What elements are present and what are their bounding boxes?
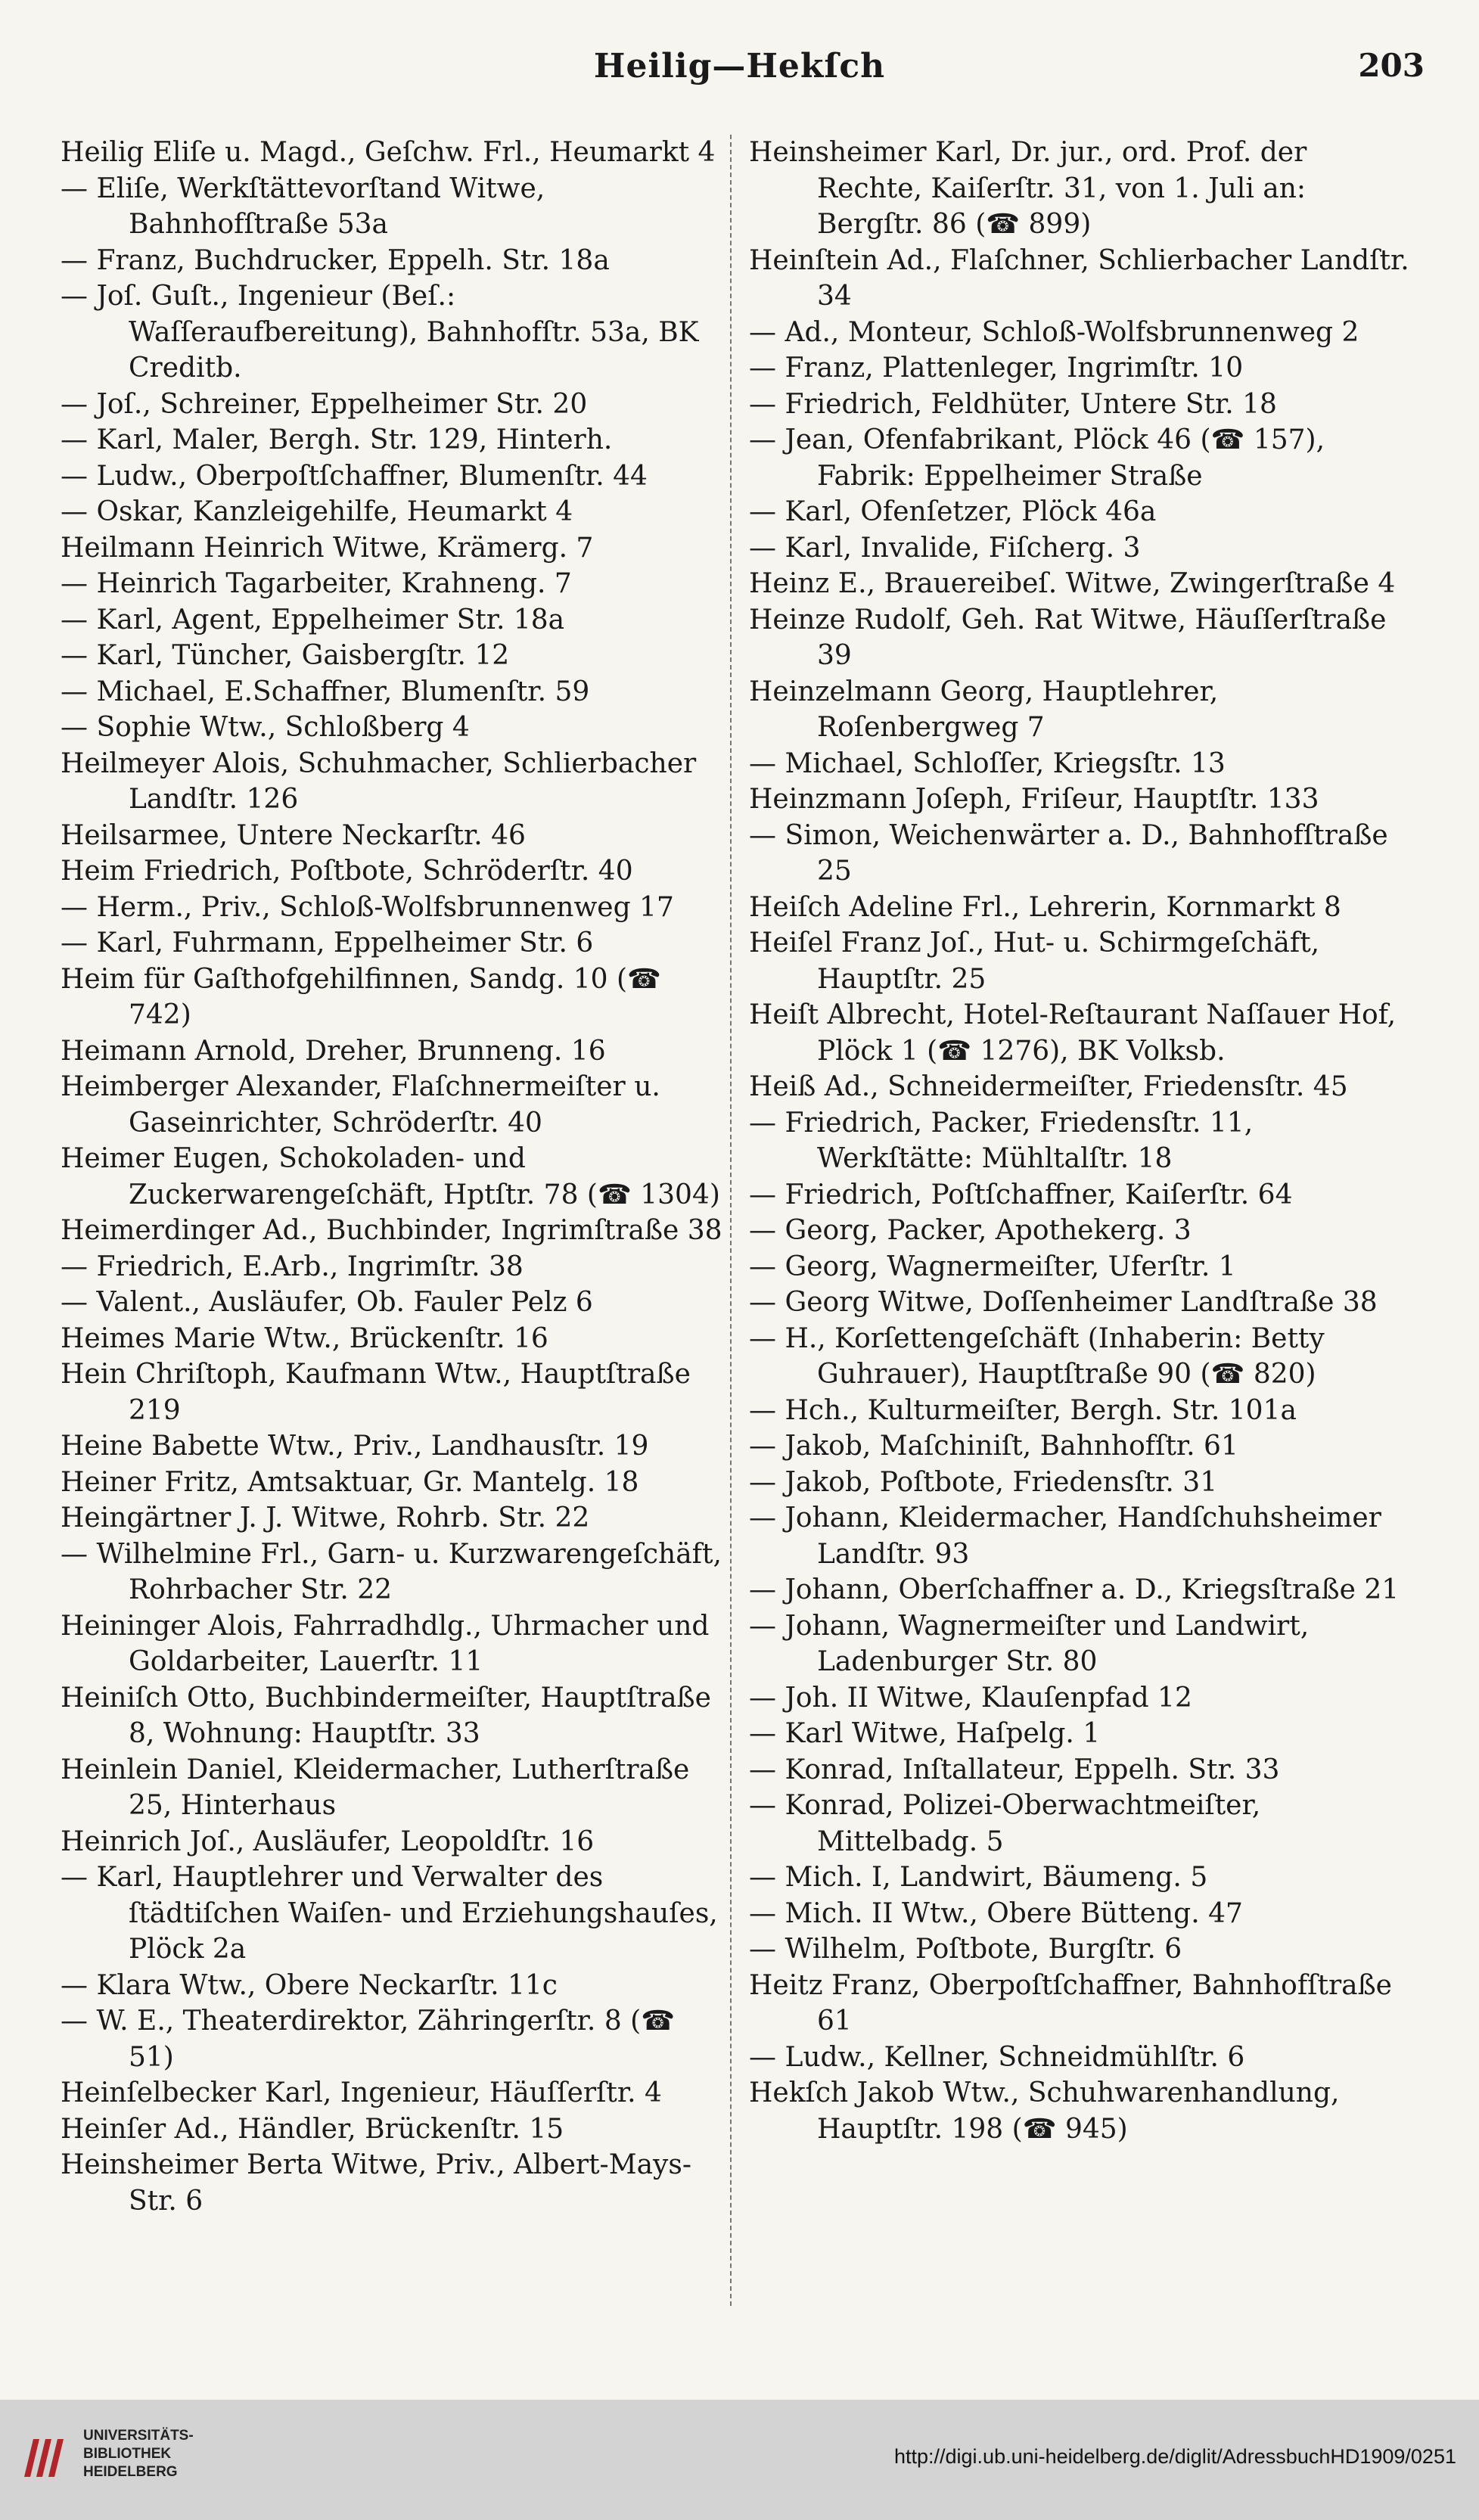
directory-entry: Heine Babette Wtw., Priv., Landhausſtr. 19 [61,1431,649,1462]
running-title: Heilig—Hekſch [593,47,886,85]
directory-entry: Heilsarmee, Untere Neckarſtr. 46 [61,819,526,851]
directory-entry: — Hch., Kulturmeiſter, Bergh. Str. 101a [749,1394,1297,1426]
directory-entry: Heinſtein Ad., Flaſchner, Schlierbacher Landſtr. 34 [749,244,1409,312]
directory-entry: — Karl, Ofenſetzer, Plöck 46a [749,496,1157,527]
directory-entry: — Joh. II Witwe, Klauſenpfad 12 [749,1682,1192,1714]
directory-entry: Heiner Fritz, Amtsaktuar, Gr. Mantelg. 18 [61,1466,639,1498]
directory-entry: Hein Chriſtoph, Kaufmann Wtw., Hauptſtraße 219 [61,1359,691,1426]
directory-entry: — Ad., Monteur, Schloß-Wolfsbrunnenweg 2 [749,316,1359,348]
directory-entry: — Konrad, Polizei-Oberwachtmeiſter, Mittelbadg. 5 [749,1790,1261,1857]
directory-entry: — Friedrich, Feldhüter, Untere Str. 18 [749,388,1277,420]
directory-entry: — Jakob, Maſchiniſt, Bahnhofſtr. 61 [749,1431,1238,1462]
university-library-logo-icon [17,2431,70,2484]
directory-entry: Heinzelmann Georg, Hauptlehrer, Roſenbergweg 7 [749,676,1219,743]
directory-entry: Heinzmann Joſeph, Friſeur, Hauptſtr. 133 [749,784,1319,815]
directory-entry: — Herm., Priv., Schloß-Wolfsbrunnenweg 17 [61,891,674,923]
directory-entry: Heiſt Albrecht, Hotel-Reſtaurant Naſſauer Hof, Plöck 1 (☎ 1276), BK Volksb. [749,999,1397,1067]
directory-entry: Heiſel Franz Joſ., Hut- u. Schirmgeſchäft, Hauptſtr. 25 [749,928,1320,995]
right-column [749,135,1415,2147]
directory-entry: — Jean, Ofenfabrikant, Plöck 46 (☎ 157), Fabrik: Eppelheimer Straße [749,424,1325,492]
directory-entry: Heim für Gaſthofgehilfinnen, Sandg. 10 (☎ 742) [61,963,661,1030]
page-header [0,47,1479,100]
institution-line: UNIVERSITÄTS- [83,2428,194,2444]
institution-name [83,2427,194,2481]
directory-entry: Heininger Alois, Fahrradhdlg., Uhrmacher und Goldarbeiter, Lauerſtr. 11 [61,1610,710,1677]
left-column [61,135,726,2219]
directory-entry: Heinſelbecker Karl, Ingenieur, Häuſſerſtr. 4 [61,2077,662,2108]
directory-entry: — Georg Witwe, Doſſenheimer Landſtraße 38 [749,1287,1378,1318]
directory-entry: Hekſch Jakob Wtw., Schuhwarenhandlung, Hauptſtr. 198 (☎ 945) [749,2077,1340,2145]
directory-entry: — Joſ., Schreiner, Eppelheimer Str. 20 [61,388,588,420]
directory-entry: — Mich. I, Landwirt, Bäumeng. 5 [749,1862,1208,1893]
directory-entry: — Karl, Fuhrmann, Eppelheimer Str. 6 [61,928,594,959]
institution-line: BIBLIOTHEK [83,2446,172,2462]
directory-entry: Heinze Rudolf, Geh. Rat Witwe, Häuſſerſtraße 39 [749,604,1387,671]
directory-entry: Heiß Ad., Schneidermeiſter, Friedensſtr. 45 [749,1071,1348,1102]
directory-entry: — Simon, Weichenwärter a. D., Bahnhofſtraße 25 [749,819,1388,887]
directory-entry: — Konrad, Inſtallateur, Eppelh. Str. 33 [749,1754,1280,1785]
directory-entry: Heinsheimer Berta Witwe, Priv., Albert-Mays-Str. 6 [61,2149,692,2217]
directory-entry: — Jakob, Poſtbote, Friedensſtr. 31 [749,1466,1218,1498]
directory-entry: — Wilhelm, Poſtbote, Burgſtr. 6 [749,1934,1182,1965]
column-divider [730,135,732,2306]
address-columns [61,135,1415,2306]
directory-entry: — Johann, Kleidermacher, Handſchuhsheimer Landſtr. 93 [749,1502,1381,1570]
directory-entry: Heinlein Daniel, Kleidermacher, Lutherſtraße 25, Hinterhaus [61,1754,690,1821]
institution-line: HEIDELBERG [83,2464,178,2480]
directory-entry: — Wilhelmine Frl., Garn- u. Kurzwarengeſchäft, Rohrbacher Str. 22 [61,1538,722,1605]
directory-entry: Heinſer Ad., Händler, Brückenſtr. 15 [61,2113,564,2145]
footer-bar [0,2400,1479,2520]
source-url-link[interactable]: http://digi.ub.uni-heidelberg.de/diglit/AdressbuchHD1909/0251 [893,2445,1456,2468]
directory-entry: — Eliſe, Werkſtättevorſtand Witwe, Bahnhofſtraße 53a [61,172,545,240]
directory-entry: — Ludw., Kellner, Schneidmühlſtr. 6 [749,2041,1245,2073]
directory-entry: — Johann, Oberſchaffner a. D., Kriegsſtraße 21 [749,1574,1400,1605]
directory-entry: Heitz Franz, Oberpoſtſchaffner, Bahnhofſtraße 61 [749,1969,1392,2037]
directory-entry: — Franz, Plattenleger, Ingrimſtr. 10 [749,353,1244,384]
directory-entry: — Friedrich, Poſtſchaffner, Kaiſerſtr. 64 [749,1179,1293,1210]
directory-entry: — Valent., Ausläufer, Ob. Fauler Pelz 6 [61,1287,593,1318]
directory-entry: — Michael, Schloſſer, Kriegsſtr. 13 [749,747,1226,779]
directory-entry: — H., Korſettengeſchäft (Inhaberin: Betty Guhrauer), Hauptſtraße 90 (☎ 820) [749,1322,1325,1390]
directory-entry: — Klara Wtw., Obere Neckarſtr. 11c [61,1969,558,2001]
page-number: 203 [1358,47,1425,84]
directory-entry: Heiſch Adeline Frl., Lehrerin, Kornmarkt 8 [749,891,1341,923]
directory-entry: — Oskar, Kanzleigehilfe, Heumarkt 4 [61,496,573,527]
directory-entry: — Franz, Buchdrucker, Eppelh. Str. 18a [61,244,610,276]
directory-entry: Heimberger Alexander, Flaſchnermeiſter u. Gaseinrichter, Schröderſtr. 40 [61,1071,660,1139]
directory-entry: Heiniſch Otto, Buchbindermeiſter, Hauptſtraße 8, Wohnung: Hauptſtr. 33 [61,1682,711,1749]
directory-entry: — Friedrich, Packer, Friedensſtr. 11, Werkſtätte: Mühltalſtr. 18 [749,1107,1254,1174]
directory-entry: Heilmann Heinrich Witwe, Krämerg. 7 [61,532,594,564]
directory-entry: Heimes Marie Wtw., Brückenſtr. 16 [61,1322,548,1354]
directory-entry: — Georg, Packer, Apothekerg. 3 [749,1215,1192,1246]
directory-entry: Heinz E., Brauereibeſ. Witwe, Zwingerſtraße 4 [749,568,1396,599]
directory-entry: Heim Friedrich, Poſtbote, Schröderſtr. 40 [61,856,633,887]
directory-entry: Heimann Arnold, Dreher, Brunneng. 16 [61,1035,606,1067]
directory-entry: — Johann, Wagnermeiſter und Landwirt, Ladenburger Str. 80 [749,1610,1310,1677]
directory-entry: — Karl Witwe, Haſpelg. 1 [749,1718,1101,1749]
directory-entry: — Mich. II Wtw., Obere Bütteng. 47 [749,1897,1243,1929]
directory-entry: Heimer Eugen, Schokoladen- und Zuckerwarengeſchäft, Hptſtr. 78 (☎ 1304) [61,1143,720,1210]
directory-entry: Heimerdinger Ad., Buchbinder, Ingrimſtraße 38 [61,1215,722,1246]
directory-entry: Heinrich Joſ., Ausläufer, Leopoldſtr. 16 [61,1826,595,1857]
directory-entry: — Georg, Wagnermeiſter, Uferſtr. 1 [749,1251,1236,1282]
directory-entry: Heingärtner J. J. Witwe, Rohrb. Str. 22 [61,1502,590,1533]
directory-entry: — Karl, Tüncher, Gaisbergſtr. 12 [61,640,510,671]
directory-entry: — Ludw., Oberpoſtſchaffner, Blumenſtr. 44 [61,460,648,492]
directory-entry: — W. E., Theaterdirektor, Zähringerſtr. 8 (☎ 51) [61,2006,676,2073]
directory-entry: — Joſ. Guſt., Ingenieur (Beſ.: Waſſeraufbereitung), Bahnhofſtr. 53a, BK Creditb. [61,281,699,384]
directory-entry: — Karl, Maler, Bergh. Str. 129, Hinterh. [61,424,613,455]
directory-entry: — Sophie Wtw., Schloßberg 4 [61,712,470,743]
directory-entry: — Heinrich Tagarbeiter, Krahneng. 7 [61,568,572,599]
directory-entry: — Karl, Agent, Eppelheimer Str. 18a [61,604,565,635]
directory-entry: Heilmeyer Alois, Schuhmacher, Schlierbacher Landſtr. 126 [61,747,697,815]
directory-entry: Heinsheimer Karl, Dr. jur., ord. Prof. der Rechte, Kaiſerſtr. 31, von 1. Juli an: Bergſtr. 86 (☎ 899) [749,137,1307,240]
directory-entry: — Friedrich, E.Arb., Ingrimſtr. 38 [61,1251,524,1282]
directory-entry: — Karl, Invalide, Fiſcherg. 3 [749,532,1141,564]
directory-entry: Heilig Eliſe u. Magd., Geſchw. Frl., Heumarkt 4 [61,137,716,168]
directory-entry: — Michael, E.Schaffner, Blumenſtr. 59 [61,676,590,707]
directory-entry: — Karl, Hauptlehrer und Verwalter des ſtädtiſchen Waiſen- und Erziehungshauſes, Plöck 2a [61,1862,718,1965]
